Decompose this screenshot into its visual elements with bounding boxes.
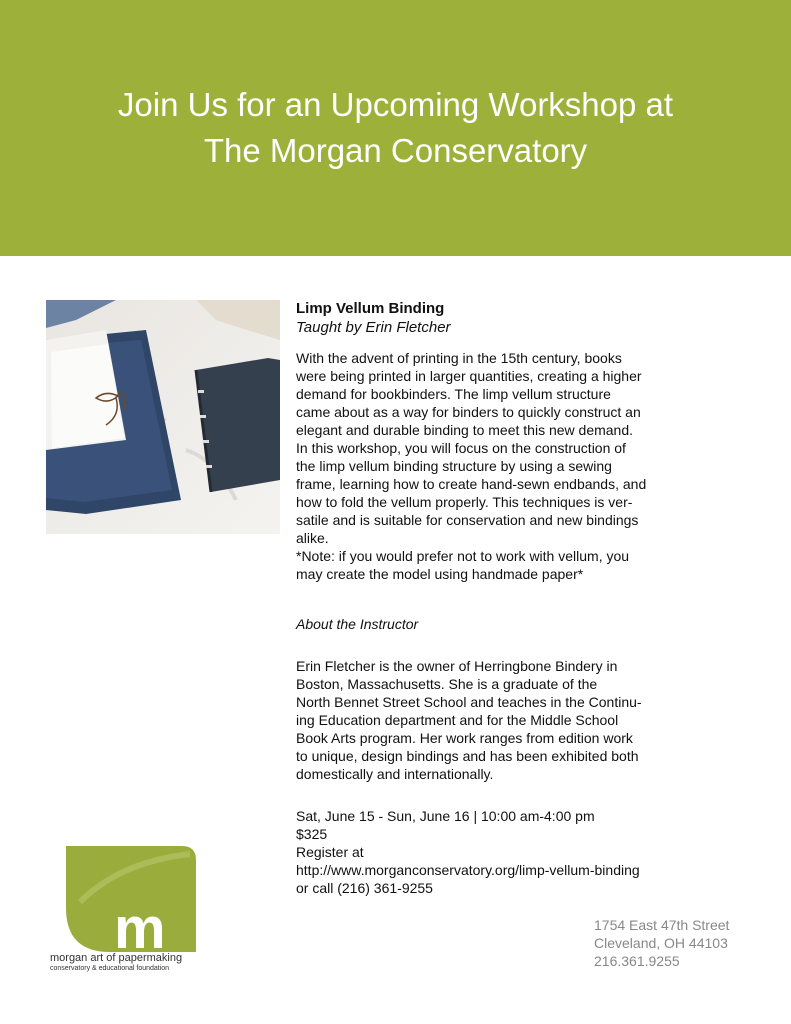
description-line: how to fold the vellum properly. This techniques is ver- [296,494,633,510]
note-line: may create the model using handmade paper* [296,566,584,582]
workshop-title: Limp Vellum Binding [296,300,445,317]
description-line: came about as a way for binders to quickly construct an [296,404,641,420]
description-line: demand for bookbinders. The limp vellum structure [296,386,611,402]
instructor-bio [296,657,696,783]
title-line-2: The Morgan Conservatory [203,132,588,169]
event-price: $325 [296,826,328,842]
description-line: were being printed in larger quantities, creating a higher [296,368,642,384]
bio-line: domestically and internationally. [296,766,494,782]
call-phone: or call (216) 361-9255 [296,880,433,896]
title-line-1: Join Us for an Upcoming Workshop at [117,86,674,123]
register-label: Register at [296,844,364,860]
description-line: In this workshop, you will focus on the construction of [296,440,626,456]
workshop-details [296,300,696,897]
header-banner [0,0,791,256]
address-city: Cleveland, OH 44103 [594,935,728,951]
bio-line: Boston, Massachusetts. She is a graduate of the [296,676,598,692]
instructor-line: Taught by Erin Fletcher [296,319,451,336]
description-line: With the advent of printing in the 15th century, books [296,350,622,366]
workshop-description [296,349,696,583]
note-line: *Note: if you would prefer not to work with vellum, you [296,548,630,564]
bio-line: ing Education department and for the Middle School [296,712,619,728]
about-instructor-heading: About the Instructor [296,616,419,632]
logo-name: morgan art of papermaking [50,952,183,964]
description-line: the limp vellum binding structure by using a sewing [296,458,612,474]
event-date-time: Sat, June 15 - Sun, June 16 | 10:00 am-4:00 pm [296,808,595,824]
register-link[interactable]: http://www.morganconservatory.org/limp-vellum-binding [296,862,640,878]
bio-line: to unique, design bindings and has been exhibited both [296,748,639,764]
description-line: alike. [296,530,329,546]
address-phone: 216.361.9255 [594,953,680,969]
bio-line: Book Arts program. Her work ranges from edition work [296,730,633,746]
description-line: frame, learning how to create hand-sewn endbands, and [296,476,647,492]
page-title [0,82,791,174]
description-line: elegant and durable binding to meet this new demand. [296,422,634,438]
workshop-photo [46,300,280,534]
bio-line: North Bennet Street School and teaches in the Continu- [296,694,642,710]
logo-subtitle: conservatory & educational foundation [50,965,170,972]
book-photo-illustration [46,300,280,534]
address-street: 1754 East 47th Street [594,917,730,933]
description-line: satile and is suitable for conservation and new bindings [296,512,639,528]
logo-letter: m [114,896,166,961]
event-info [296,807,696,897]
bio-line: Erin Fletcher is the owner of Herringbone Bindery in [296,658,618,674]
address-block [594,916,729,970]
